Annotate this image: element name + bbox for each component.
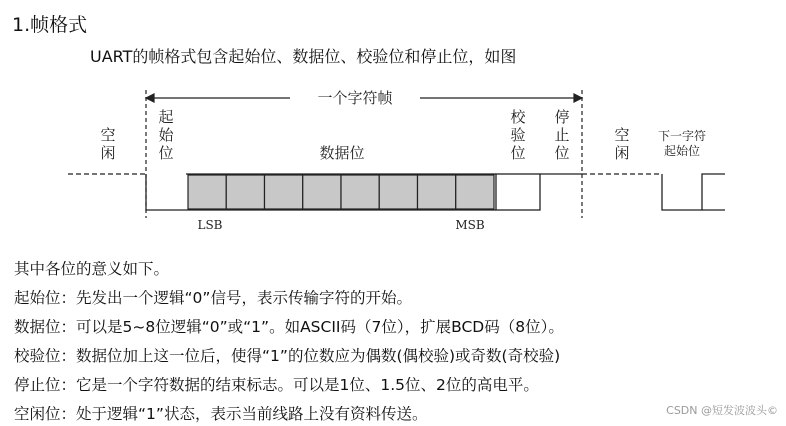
data-bit-cell xyxy=(265,175,303,209)
frame-label: 一个字符帧 xyxy=(317,89,393,107)
data-bit-cell xyxy=(341,175,379,209)
next-start-label-2: 起始位 xyxy=(663,144,701,158)
uart-frame-diagram xyxy=(0,78,786,238)
idle-right-label-2: 闲 xyxy=(614,144,630,162)
desc-line-stop: 停止位：它是一个字符数据的结束标志。可以是1位、1.5位、2位的高电平。 xyxy=(14,376,539,394)
stop-label-1: 停 xyxy=(554,108,570,126)
data-bit-cell xyxy=(303,175,341,209)
data-bit-cells xyxy=(188,175,494,209)
start-label-1: 起 xyxy=(158,108,174,126)
data-bit-cell xyxy=(379,175,417,209)
watermark: CSDN @短发波波头© xyxy=(666,404,778,417)
section-title: 1.帧格式 xyxy=(12,14,88,36)
desc-line-parity: 校验位：数据位加上这一位后，使得“1”的位数应为偶数(偶校验)或奇数(奇校验) xyxy=(14,347,561,365)
data-bit-cell xyxy=(456,175,494,209)
intro-text: UART的帧格式包含起始位、数据位、校验位和停止位，如图 xyxy=(90,47,517,66)
desc-line-idle: 空闲位：处于逻辑“1”状态，表示当前线路上没有资料传送。 xyxy=(14,405,428,423)
idle-left-label-1: 空 xyxy=(100,126,116,144)
start-label-3: 位 xyxy=(158,144,174,162)
desc-line-0: 其中各位的意义如下。 xyxy=(14,260,170,278)
lsb-label: LSB xyxy=(197,218,223,232)
idle-right-label-1: 空 xyxy=(614,126,630,144)
parity-label-3: 位 xyxy=(510,144,526,162)
next-start-label-1: 下一字符 xyxy=(657,129,707,143)
stop-label-2: 止 xyxy=(554,126,570,144)
data-bit-cell xyxy=(418,175,456,209)
msb-label: MSB xyxy=(455,218,485,232)
idle-left-label-2: 闲 xyxy=(100,144,116,162)
stop-label-3: 位 xyxy=(554,144,570,162)
parity-label-2: 验 xyxy=(510,126,526,144)
start-label-2: 始 xyxy=(158,126,174,144)
data-label: 数据位 xyxy=(319,144,365,162)
data-bit-cell xyxy=(188,175,226,209)
desc-line-data: 数据位：可以是5~8位逻辑“0”或“1”。如ASCII码（7位），扩展BCD码（8位）。 xyxy=(14,318,564,336)
desc-line-start: 起始位：先发出一个逻辑“0”信号，表示传输字符的开始。 xyxy=(14,289,412,307)
parity-label-1: 校 xyxy=(510,108,526,126)
data-bit-cell xyxy=(226,175,264,209)
